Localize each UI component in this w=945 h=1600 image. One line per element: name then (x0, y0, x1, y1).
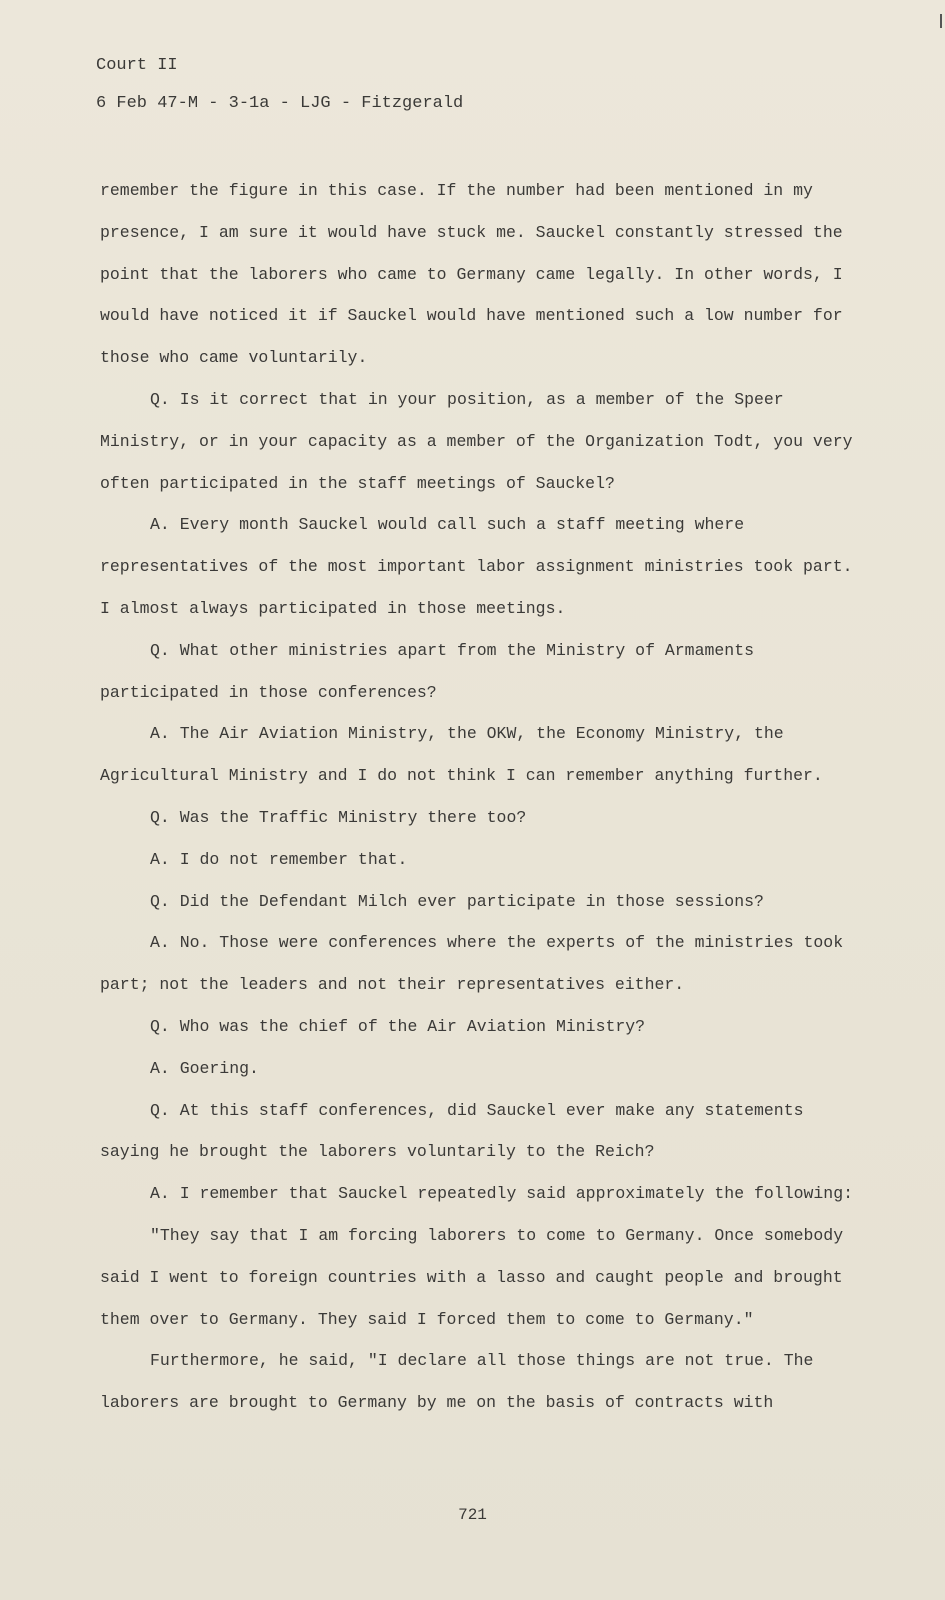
transcript-paragraph: Q. At this staff conferences, did Sauckel ever make any statements saying he brought the laborers voluntarily to the Reich? (100, 1100, 804, 1162)
transcript-paragraph: A. I do not remember that. (150, 849, 408, 869)
transcript-paragraph: Q. Who was the chief of the Air Aviation Ministry? (150, 1016, 646, 1036)
transcript-paragraph: Q. Was the Traffic Ministry there too? (150, 807, 527, 827)
transcript-paragraph: Q. Is it correct that in your position, as a member of the Speer Ministry, or in your capacity as a member of the Organization Todt, you very often participated in the staff meetings of Sauckel? (100, 389, 853, 493)
court-label: Court II (96, 56, 178, 75)
transcript-paragraph: A. Every month Sauckel would call such a staff meeting where representatives of the most important labor assignment ministries took part. I almost always participated in those meetings. (100, 515, 853, 618)
transcript-paragraph: Q. What other ministries apart from the Ministry of Armaments participated in those conferences? (100, 640, 754, 702)
transcript-body (100, 170, 860, 1424)
transcript-paragraph: remember the figure in this case. If the number had been mentioned in my presence, I am sure it would have stuck me. Sauckel constantly stressed the point that the laborers who came to Germany came legally. In other words, I would have noticed it if Sauckel would have mentioned such a low number for those who came voluntarily. (100, 181, 843, 368)
transcript-paragraph: A. Goering. (150, 1058, 259, 1078)
transcript-paragraph: A. The Air Aviation Ministry, the OKW, the Economy Ministry, the Agricultural Ministry and I do not think I can remember anything further. (100, 724, 823, 786)
case-reference-line: 6 Feb 47-M - 3-1a - LJG - Fitzgerald (96, 94, 464, 113)
transcript-paragraph: Q. Did the Defendant Milch ever participate in those sessions? (150, 891, 764, 911)
transcript-paragraph: A. No. Those were conferences where the experts of the ministries took part; not the leaders and not their representatives either. (100, 933, 844, 995)
quoted-statement: "They say that I am forcing laborers to come to Germany. Once somebody said I went to foreign countries with a lasso and caught people and brought them over to Germany. They said I forced them to come to Germany." (100, 1225, 844, 1329)
transcript-paragraph: A. I remember that Sauckel repeatedly said approximately the following: (150, 1184, 854, 1204)
transcript-paragraph: Furthermore, he said, "I declare all those things are not true. The laborers are brought to Germany by me on the basis of contracts with (100, 1351, 814, 1413)
edge-mark (940, 14, 942, 28)
page-number: 721 (458, 1506, 487, 1524)
